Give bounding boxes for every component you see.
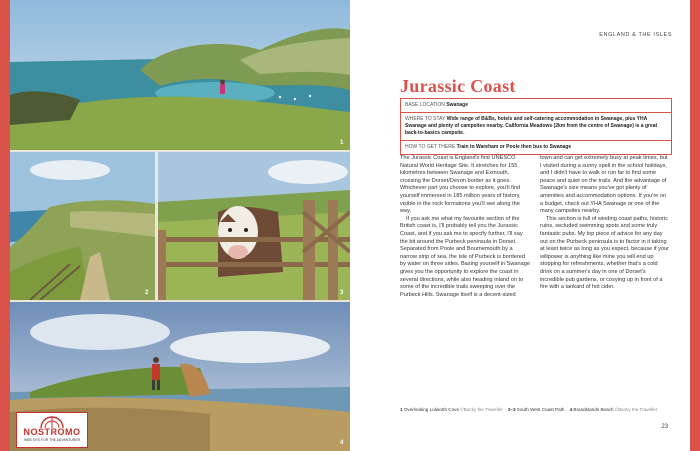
body-paragraph: If you ask me what my favourite section of the British coast is, I'll probably tell you the Jurassic Coast, and if you ask me to specify further, I'll say the bit around the Purbeck peninsula in Dorset. Separated from Poole and Bournemouth by a narrow strip of sea, the Isle of Purbeck is bordered by water on three sides. Basing yourself in Swanage gives you the opportunity to explore the coast in several directions, while also heading inland on to some of the incredible trails sweeping over the Purbeck Hills. Swanage itself is a decent-sized xyxy=(400,215,530,298)
body-paragraph: This section is full of winding coast paths, historic ruins, secluded swimming spots and some truly fantastic pubs. My top piece of advice for any day out on the Purbeck peninsula is to factor in it taking at least twice as long as you expect, because if your willpower is anything like mine you will end up stopping for refreshments, whether that's a cold drink on a summer's day in one of Dorset's incredible pub gardens, or cosying up in front of a fire with a tankard of hot cider. xyxy=(540,215,670,291)
info-base-label: BASE LOCATION xyxy=(405,102,445,108)
photo-coast-path-2 xyxy=(10,152,155,300)
caption-text: Brandstands Beach xyxy=(573,407,614,412)
right-page-text xyxy=(350,0,690,451)
photo-number-1: 1 xyxy=(340,140,344,146)
body-paragraph: town and can get extremely busy at peak times, but I visited during a sunny spell in the school holidays, and I didn't have to walk or run far to find some peace and quiet on the trails. And the advantage of Swanage's size means you've got plenty of amenities and accommodation options. If you're on a budget, check out YHA Swanage or one of the many campsites nearby. xyxy=(540,155,668,215)
info-stay-value: Wide range of B&Bs, hotels and self-catering accommodation in Swanage, plus YHA Swanage and plenty of campsites nearby. California Meadows (2km from the centre of Swanage) is a great back-to-basics campsite. xyxy=(405,116,658,136)
body-column-2 xyxy=(540,155,670,292)
info-stay-label: WHERE TO STAY xyxy=(405,116,446,122)
photo-number-4: 4 xyxy=(340,440,344,446)
caption-credit: ©Becky the Traveller xyxy=(460,407,503,412)
left-page-photos xyxy=(10,0,350,451)
running-head: ENGLAND & THE ISLES xyxy=(599,32,672,38)
info-box xyxy=(400,98,672,155)
body-column-1 xyxy=(400,155,530,299)
info-getthere-label: HOW TO GET THERE xyxy=(405,144,456,150)
body-paragraph: The Jurassic Coast is England's first UNESCO Natural World Heritage Site. It stretches for 155 kilometres between Swanage and Exmouth, crossing the Dorset/Devon border as it goes. Whichever part you choose to explore, you'll find yourself immersed in 185 million years of history, visible in the rock formations you'll see along the way. xyxy=(400,155,521,215)
photo-cow-gate-3 xyxy=(158,152,350,300)
logo-name: NOSTROMO xyxy=(23,427,81,437)
photo-number-3: 3 xyxy=(340,290,344,296)
info-where-to-stay xyxy=(401,113,671,141)
info-base-location xyxy=(401,99,671,113)
caption-text: Overlooking Lulworth Cove xyxy=(403,407,459,412)
nostromo-logo xyxy=(16,412,88,448)
caption-credit: ©Becky the Traveller xyxy=(614,407,658,412)
caption-text: South West Coast Path xyxy=(516,407,565,412)
page-number: 23 xyxy=(661,424,668,430)
photo-captions xyxy=(400,407,657,412)
caption-number: 1 xyxy=(400,407,403,412)
info-how-to-get-there xyxy=(401,141,671,154)
logo-tagline: WEB SITE FOR THE ADVENTURER xyxy=(23,438,81,442)
caption-number: 4 xyxy=(569,407,573,412)
info-getthere-value: Train to Wareham or Poole then bus to Swanage xyxy=(456,144,572,150)
book-spread xyxy=(10,0,690,451)
photo-number-2: 2 xyxy=(145,290,149,296)
page-title: Jurassic Coast xyxy=(400,76,516,96)
caption-number: 2–3 xyxy=(507,407,516,412)
info-base-value: Swanage xyxy=(446,102,468,108)
photo-lulworth-cove xyxy=(10,0,350,150)
